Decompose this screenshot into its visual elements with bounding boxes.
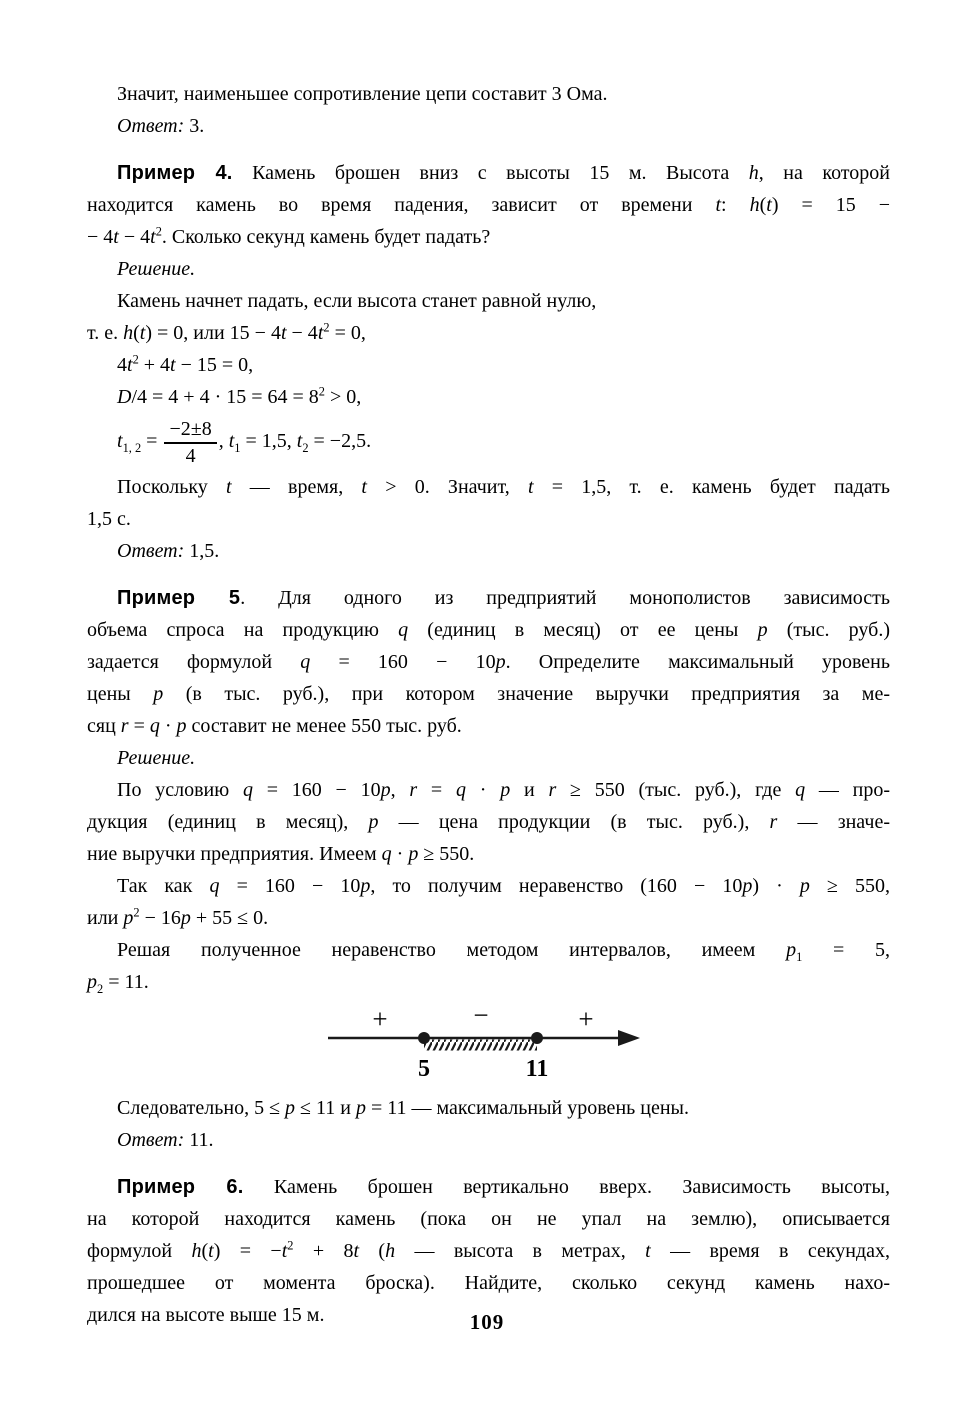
math-variable: r xyxy=(120,715,129,737)
text-segment: Значит, наименьшее сопротивление цепи составит 3 Ома. xyxy=(117,83,608,105)
text-segment: = 1,5, т. е. камень будет падать xyxy=(533,476,890,498)
solution-interval-hatching xyxy=(424,1040,537,1051)
tick-label-5: 5 xyxy=(417,1056,430,1080)
math-variable: q xyxy=(149,715,160,737)
math-variable: t xyxy=(170,354,176,376)
math-variable: p xyxy=(123,907,134,929)
subscript: 2 xyxy=(302,441,309,456)
math-variable: q xyxy=(300,651,311,673)
text-line xyxy=(87,646,890,678)
example-6-heading-line xyxy=(87,1171,890,1203)
math-variable: t xyxy=(127,354,133,376)
text-segment: составит не менее 550 тыс. руб. xyxy=(186,715,462,737)
text-line xyxy=(87,1092,890,1124)
text-line xyxy=(87,934,890,966)
text-line xyxy=(87,806,890,838)
math-variable: p xyxy=(786,939,797,961)
text-segment: — время, xyxy=(231,476,362,498)
math-variable: t xyxy=(715,194,722,216)
example-label: Пример 4. xyxy=(117,162,233,184)
text-segment: 4 xyxy=(117,354,127,376)
fraction xyxy=(162,418,218,467)
text-line xyxy=(87,221,890,253)
interval-method-diagram xyxy=(87,1006,890,1086)
text-segment: цены xyxy=(87,683,154,705)
text-segment: · xyxy=(465,779,501,801)
answer-line xyxy=(87,110,890,142)
text-segment: — цена продукции (в тыс. руб.), xyxy=(378,811,770,833)
text-segment: − 4 xyxy=(286,322,318,344)
math-variable: t xyxy=(296,430,303,453)
text-segment: — высота в метрах, xyxy=(395,1240,646,1262)
superscript: 2 xyxy=(133,905,140,920)
answer-line xyxy=(87,535,890,567)
superscript: 2 xyxy=(132,352,139,367)
example-label: Пример 5 xyxy=(117,587,241,609)
text-segment: — время в секундах, xyxy=(650,1240,891,1262)
text-segment: = xyxy=(128,715,150,737)
text-segment: (в тыс. руб.), при котором значение выручки предприятия за ме- xyxy=(163,683,890,705)
math-variable: t xyxy=(113,226,119,248)
math-variable: t xyxy=(117,430,123,453)
text-segment: По условию xyxy=(117,779,243,801)
subscript: 1, 2 xyxy=(122,441,142,456)
text-segment: Камень брошен вниз с высоты 15 м. Высота xyxy=(232,162,749,184)
math-variable: t xyxy=(139,322,146,344)
text-segment: = 5, xyxy=(802,939,891,961)
text-segment: ( xyxy=(133,322,140,344)
math-variable: h xyxy=(749,194,760,216)
text-segment: Следовательно, 5 ≤ xyxy=(117,1097,286,1119)
math-variable: t xyxy=(527,476,534,498)
text-segment: = xyxy=(141,430,163,453)
text-segment: + 4 xyxy=(138,354,171,376)
formula-line xyxy=(87,966,890,998)
text-segment: . Определите максимальный уровень xyxy=(505,651,890,673)
math-variable: q xyxy=(455,779,466,801)
text-blocks-bottom xyxy=(87,1092,890,1331)
text-segment: сяц xyxy=(87,715,121,737)
text-segment: Камень начнет падать, если высота станет равной нулю, xyxy=(117,290,597,312)
math-variable: q xyxy=(398,619,409,641)
math-variable: q xyxy=(209,875,220,897)
math-variable: p xyxy=(495,651,506,673)
math-variable: p xyxy=(408,843,419,865)
text-segment: ) = 0, или 15 − 4 xyxy=(145,322,281,344)
text-segment: (тыс. руб.) xyxy=(767,619,890,641)
text-line xyxy=(87,774,890,806)
example-4-heading-line xyxy=(87,157,890,189)
text-segment: 11. xyxy=(184,1129,214,1151)
math-variable: p xyxy=(799,875,810,897)
text-segment: = −2,5. xyxy=(308,430,372,453)
text-segment: : xyxy=(721,194,750,216)
math-variable: r xyxy=(548,779,557,801)
fraction-numerator: −2±8 xyxy=(169,418,212,440)
math-variable: p xyxy=(757,619,768,641)
text-segment: = 160 − 10 xyxy=(310,651,496,673)
text-segment: формулой xyxy=(87,1240,192,1262)
text-line xyxy=(87,678,890,710)
math-variable: t xyxy=(766,194,772,216)
formula-line-roots xyxy=(87,418,890,467)
page-content xyxy=(87,78,890,1331)
superscript: 2 xyxy=(323,320,330,335)
text-blocks-top xyxy=(87,78,890,998)
math-variable: q xyxy=(242,779,253,801)
text-segment: ) · xyxy=(752,875,800,897)
math-variable: p xyxy=(742,875,753,897)
text-segment: и xyxy=(510,779,549,801)
text-line xyxy=(87,838,890,870)
text-segment: ( xyxy=(359,1240,386,1262)
text-segment: дукция (единиц в месяц), xyxy=(87,811,369,833)
text-segment: дился на высоте выше 15 м. xyxy=(87,1304,325,1326)
text-segment: на которой находится камень (пока он не упал на землю), описывается xyxy=(87,1208,890,1230)
point-5-dot xyxy=(418,1032,430,1044)
math-variable: p xyxy=(368,811,379,833)
text-line xyxy=(87,285,890,317)
text-segment: ≥ 550, xyxy=(809,875,890,897)
text-segment: 1,5. xyxy=(184,540,220,562)
subscript: 1 xyxy=(234,441,241,456)
math-variable: q xyxy=(795,779,806,801)
text-segment: задается формулой xyxy=(87,651,301,673)
fraction-denominator: 4 xyxy=(164,442,216,467)
math-variable: D xyxy=(117,386,132,408)
math-variable: r xyxy=(769,811,778,833)
text-segment: = 11 — максимальный уровень цены. xyxy=(365,1097,689,1119)
math-variable: t xyxy=(228,430,235,453)
text-segment: = 1,5, xyxy=(240,430,297,453)
text-segment: Камень брошен вертикально вверх. Зависимость высоты, xyxy=(243,1176,890,1198)
math-variable: t xyxy=(280,322,287,344)
text-line xyxy=(87,1235,890,1267)
subscript: 1 xyxy=(796,950,803,964)
text-segment: ≤ 11 и xyxy=(295,1097,356,1119)
sign-minus-middle: − xyxy=(472,1006,489,1030)
math-variable: p xyxy=(360,875,371,897)
solution-label xyxy=(87,253,890,285)
example-5-heading-line xyxy=(87,582,890,614)
point-11-dot xyxy=(531,1032,543,1044)
math-variable: t xyxy=(281,1240,288,1262)
math-variable: h xyxy=(385,1240,396,1262)
text-segment: ние выручки предприятия. Имеем xyxy=(87,843,382,865)
text-segment: , xyxy=(218,430,229,453)
text-line xyxy=(87,503,890,535)
text-segment: ( xyxy=(201,1240,209,1262)
superscript: 2 xyxy=(318,384,325,399)
text-segment: объема спроса на продукцию xyxy=(87,619,399,641)
formula-line xyxy=(87,317,890,349)
math-variable: p xyxy=(500,779,511,801)
paragraph-line xyxy=(87,78,890,110)
text-line xyxy=(87,471,890,503)
tick-label-11: 11 xyxy=(525,1056,548,1080)
text-segment: (единиц в месяц) от ее цены xyxy=(408,619,758,641)
text-segment: − 4 xyxy=(118,226,151,248)
example-label: Пример 6. xyxy=(117,1176,244,1198)
math-variable: h xyxy=(191,1240,202,1262)
text-segment: = 160 − 10 xyxy=(252,779,381,801)
math-variable: r xyxy=(409,779,418,801)
text-segment: > 0. Значит, xyxy=(366,476,528,498)
text-line xyxy=(87,1203,890,1235)
text-segment: , то получим неравенство (160 − 10 xyxy=(370,875,743,897)
text-segment: − 15 = 0, xyxy=(175,354,254,376)
text-segment: + 55 ≤ 0. xyxy=(190,907,269,929)
math-variable: t xyxy=(317,322,324,344)
text-segment: > 0, xyxy=(325,386,362,408)
math-variable: h xyxy=(748,162,759,184)
math-variable: t xyxy=(353,1240,360,1262)
text-line xyxy=(87,1267,890,1299)
superscript: 2 xyxy=(287,1238,294,1253)
math-variable: Ответ: xyxy=(117,115,185,137)
math-variable: t xyxy=(208,1240,214,1262)
text-segment: − 4 xyxy=(87,226,114,248)
text-segment: · xyxy=(159,715,177,737)
text-line xyxy=(87,710,890,742)
text-segment: 1,5 с. xyxy=(87,508,131,530)
text-segment: /4 = 4 + 4 · 15 = 64 = 8 xyxy=(131,386,319,408)
text-segment: = 11. xyxy=(103,971,149,993)
math-variable: q xyxy=(381,843,392,865)
text-segment: прошедшее от момента броска). Найдите, сколько секунд камень нахо- xyxy=(87,1272,890,1294)
formula-line xyxy=(87,349,890,381)
sign-plus-right: + xyxy=(577,1006,594,1034)
text-segment: , на которой xyxy=(758,162,890,184)
text-segment: ) = 15 − xyxy=(771,194,891,216)
formula-line xyxy=(87,902,890,934)
math-variable: p xyxy=(176,715,187,737)
text-line xyxy=(87,189,890,221)
text-segment: + 8 xyxy=(293,1240,354,1262)
solution-label xyxy=(87,742,890,774)
text-segment: Решая полученное неравенство методом интервалов, имеем xyxy=(117,939,787,961)
math-variable: Решение. xyxy=(117,747,196,769)
answer-line xyxy=(87,1124,890,1156)
math-variable: Ответ: xyxy=(117,540,185,562)
math-variable: t xyxy=(226,476,232,498)
text-segment: , xyxy=(390,779,410,801)
text-segment: = xyxy=(417,779,456,801)
math-variable: h xyxy=(123,322,134,344)
math-variable: p xyxy=(285,1097,296,1119)
math-variable: t xyxy=(361,476,367,498)
text-segment: . Сколько секунд камень будет падать? xyxy=(161,226,491,248)
text-segment: т. е. xyxy=(87,322,124,344)
math-variable: p xyxy=(153,683,164,705)
text-segment: Так как xyxy=(117,875,210,897)
text-segment: = 0, xyxy=(329,322,366,344)
text-segment: ( xyxy=(759,194,767,216)
text-segment: — про- xyxy=(805,779,891,801)
text-segment: Поскольку xyxy=(117,476,227,498)
text-line xyxy=(87,614,890,646)
text-segment: 3. xyxy=(184,115,205,137)
text-segment: находится камень во время падения, зависит от времени xyxy=(87,194,716,216)
math-variable: p xyxy=(180,907,191,929)
text-segment: ≥ 550. xyxy=(418,843,475,865)
number-line xyxy=(324,1006,654,1080)
math-variable: p xyxy=(380,779,391,801)
text-segment: = 160 − 10 xyxy=(219,875,361,897)
text-line xyxy=(87,870,890,902)
math-variable: p xyxy=(355,1097,366,1119)
text-segment: или xyxy=(87,907,124,929)
text-segment: − 16 xyxy=(139,907,181,929)
text-segment: — значе- xyxy=(777,811,890,833)
sign-plus-left: + xyxy=(371,1006,388,1034)
math-variable: p xyxy=(87,971,97,993)
math-variable: Решение. xyxy=(117,258,196,280)
superscript: 2 xyxy=(155,224,162,239)
formula-line xyxy=(87,381,890,413)
text-segment: · xyxy=(391,843,409,865)
text-segment: ≥ 550 (тыс. руб.), где xyxy=(556,779,796,801)
page-number: 109 xyxy=(469,1310,505,1334)
math-variable: t xyxy=(645,1240,651,1262)
math-variable: Ответ: xyxy=(117,1129,185,1151)
text-segment: . Для одного из предприятий монополистов зависимость xyxy=(240,587,890,609)
axis-arrowhead-icon xyxy=(618,1030,640,1046)
math-variable: t xyxy=(150,226,156,248)
subscript: 2 xyxy=(97,982,104,996)
text-segment: ) = − xyxy=(213,1240,282,1262)
